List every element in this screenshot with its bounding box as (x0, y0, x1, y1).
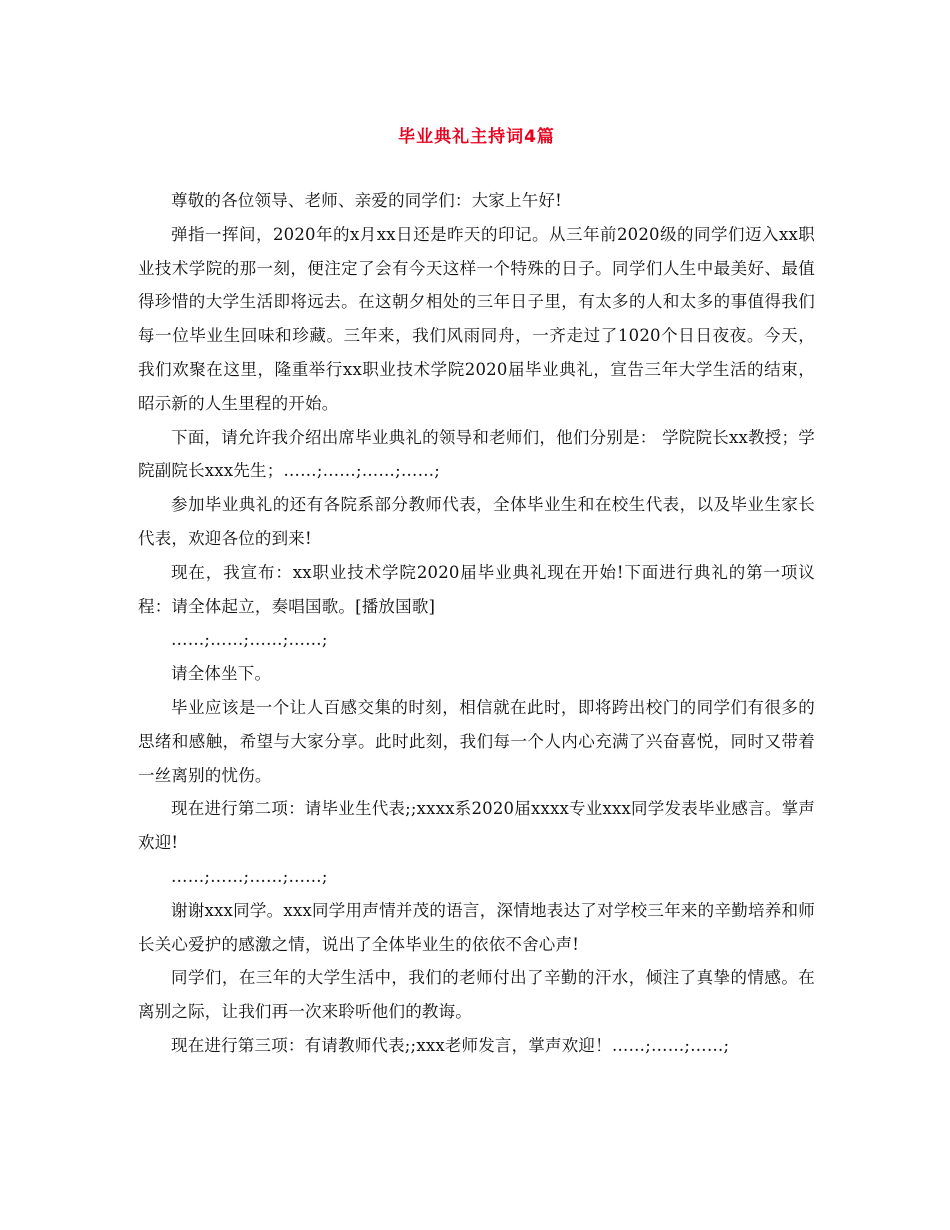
document-title: 毕业典礼主持词4篇 (398, 127, 555, 147)
paragraph: ……;……;……;……; (171, 630, 328, 650)
document-body (138, 184, 815, 1063)
paragraph: 谢谢xxx同学。xxx同学用声情并茂的语言，深情地表达了对学校三年来的辛勤培养和师长关心爱护的感激之情，说出了全体毕业生的依依不舍心声! (138, 900, 815, 954)
paragraph: 下面，请允许我介绍出席毕业典礼的领导和老师们，他们分别是： 学院院长xx教授；学院副院长xxx先生；……;……;……;……; (138, 427, 815, 481)
paragraph: 毕业应该是一个让人百感交集的时刻，相信就在此时，即将跨出校门的同学们有很多的思绪和感触，希望与大家分享。此时此刻，我们每一个人内心充满了兴奋喜悦，同时又带着一丝离别的忧伤。 (138, 697, 815, 785)
paragraph: 请全体坐下。 (171, 664, 272, 684)
paragraph: 现在进行第三项：有请教师代表;;xxx老师发言，掌声欢迎！……;……;……; (171, 1035, 730, 1055)
paragraph: 同学们，在三年的大学生活中，我们的老师付出了辛勤的汗水，倾注了真挚的情感。在离别之际，让我们再一次来聆听他们的教诲。 (138, 968, 815, 1022)
paragraph: 尊敬的各位领导、老师、亲爱的同学们：大家上午好! (171, 191, 562, 210)
paragraph: 现在，我宣布：xx职业技术学院2020届毕业典礼现在开始!下面进行典礼的第一项议程：请全体起立，奏唱国歌。[播放国歌] (138, 562, 815, 616)
paragraph: ……;……;……;……; (171, 866, 328, 886)
paragraph: 弹指一挥间，2020年的x月xx日还是昨天的印记。从三年前2020级的同学们迈入xx职业技术学院的那一刻，便注定了会有今天这样一个特殊的日子。同学们人生中最美好、最值得珍惜的大学生活即将远去。在这朝夕相处的三年日子里，有太多的人和太多的事值得我们每一位毕业生回味和珍藏。三年来，我们风雨同舟，一齐走过了1020个日日夜夜。今天，我们欢聚在这里，隆重举行xx职业技术学院2020届毕业典礼，宣告三年大学生活的结束，昭示新的人生里程的开始。 (138, 224, 815, 413)
paragraph: 现在进行第二项：请毕业生代表;;xxxx系2020届xxxx专业xxx同学发表毕业感言。掌声欢迎! (138, 799, 815, 853)
paragraph: 参加毕业典礼的还有各院系部分教师代表，全体毕业生和在校生代表，以及毕业生家长代表，欢迎各位的到来! (138, 495, 815, 548)
